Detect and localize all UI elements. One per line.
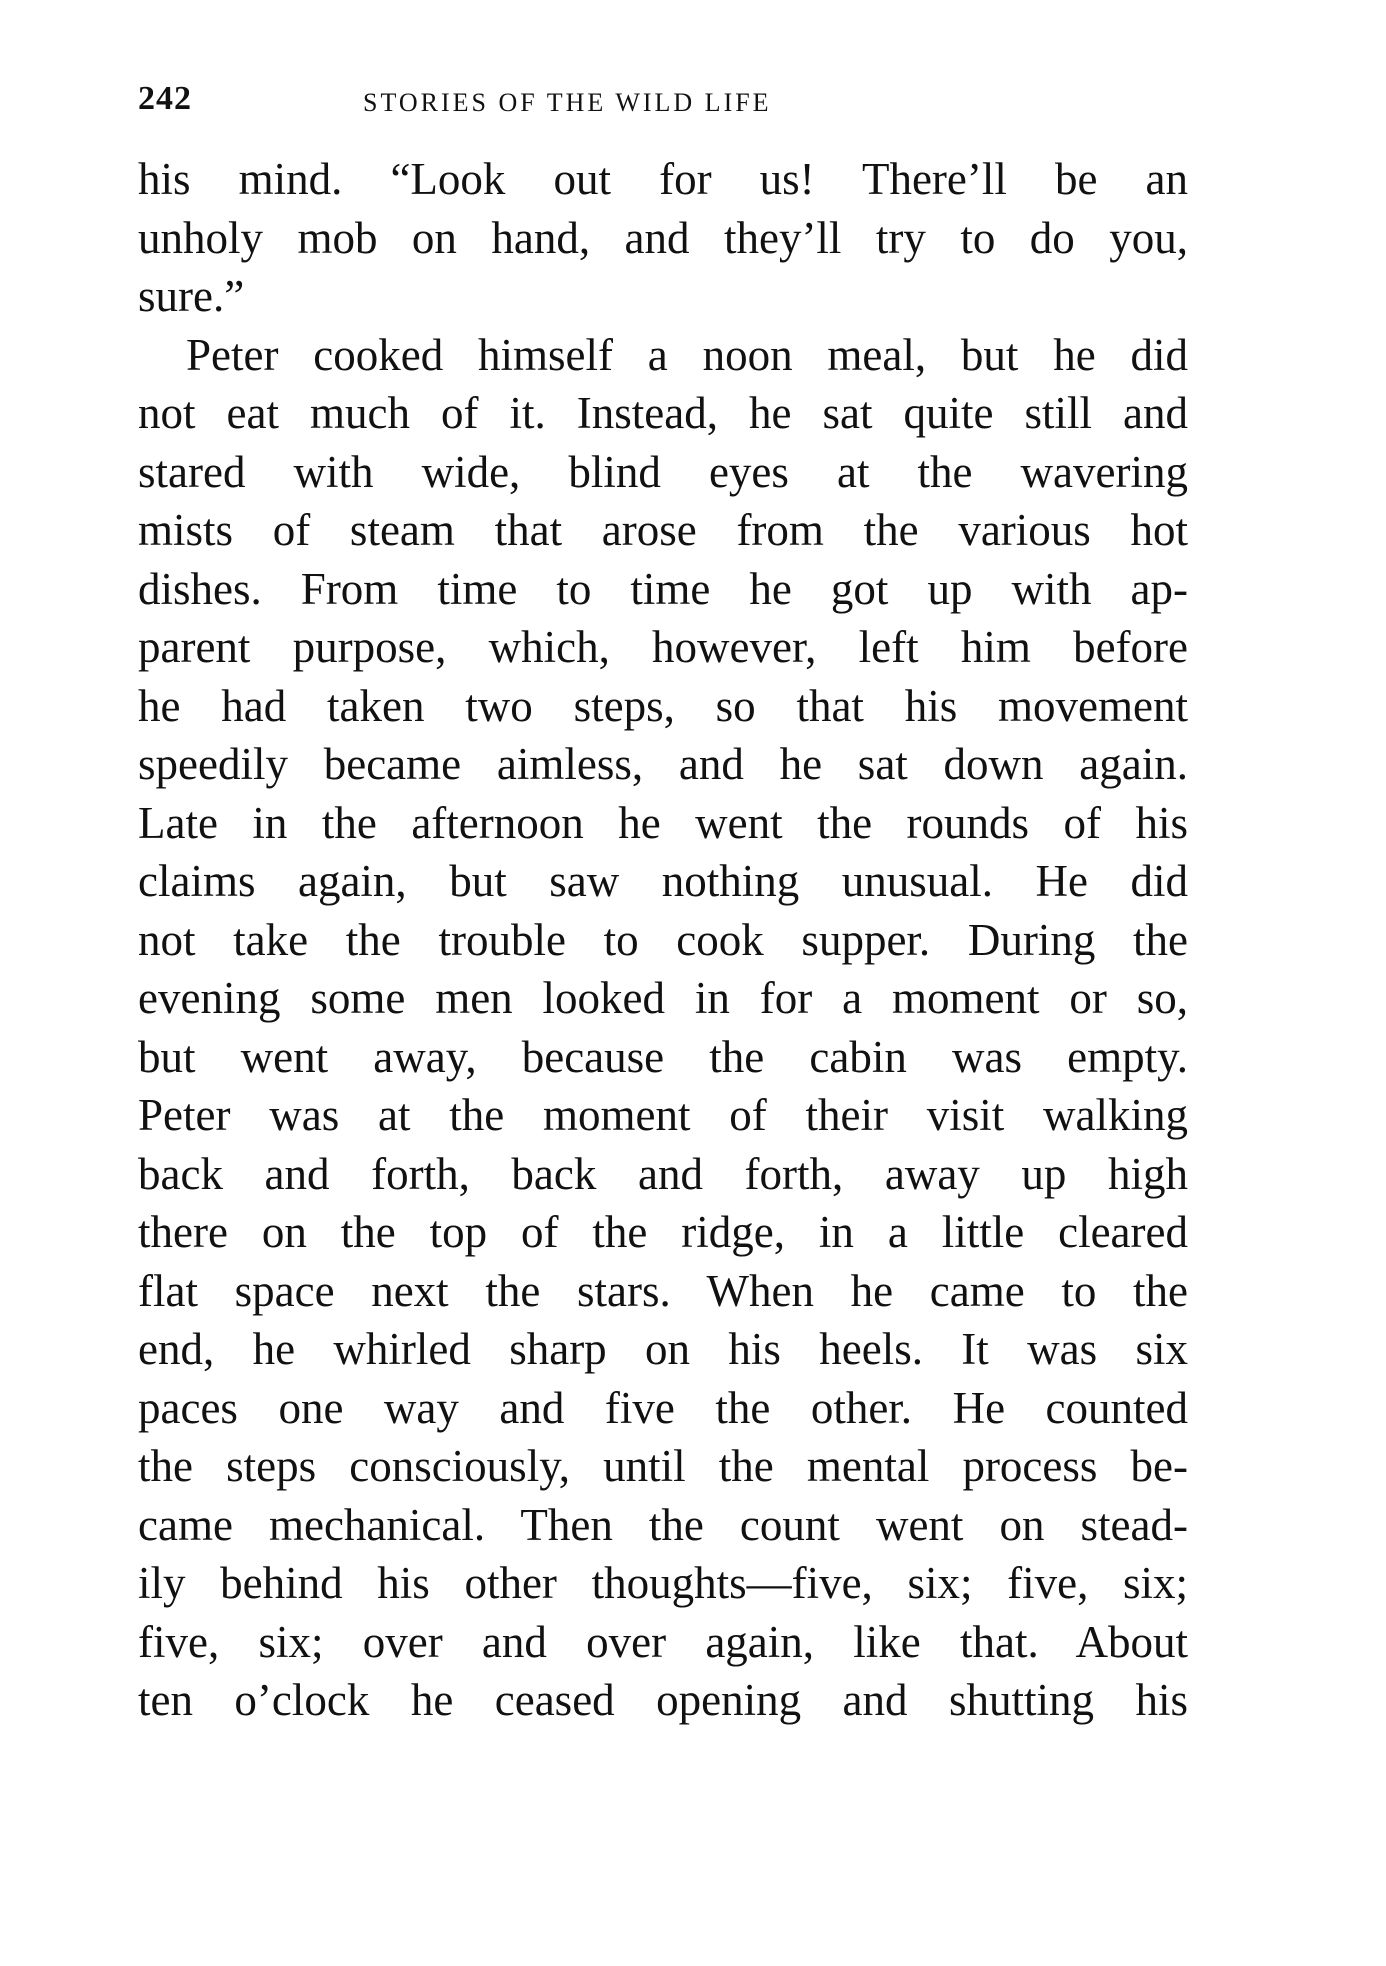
- text-line: unholy mob on hand, and they’ll try to do you,: [138, 212, 1188, 263]
- text-line: claims again, but saw nothing unusual. He did: [138, 856, 1188, 906]
- running-title: STORIES OF THE WILD LIFE: [363, 88, 772, 117]
- running-head: [138, 80, 1188, 130]
- paragraph-2: [138, 326, 1188, 1730]
- text-line: flat space next the stars. When he came to the: [138, 1265, 1188, 1316]
- text-line: stared with wide, blind eyes at the wavering: [138, 446, 1188, 497]
- text-line: evening some men looked in for a moment or so,: [138, 973, 1188, 1023]
- body-text: [138, 150, 1188, 1730]
- text-line: Peter cooked himself a noon meal, but he did: [186, 329, 1188, 380]
- text-line: the steps consciously, until the mental process be-: [138, 1441, 1188, 1491]
- text-line: there on the top of the ridge, in a little cleared: [138, 1207, 1188, 1257]
- paragraph-1: [138, 150, 1188, 326]
- text-line: mists of steam that arose from the various hot: [138, 505, 1188, 555]
- text-line: back and forth, back and forth, away up high: [138, 1148, 1188, 1199]
- page-number: 242: [138, 80, 192, 117]
- text-line: Late in the afternoon he went the rounds of his: [138, 797, 1188, 848]
- text-line: dishes. From time to time he got up with ap-: [138, 563, 1188, 614]
- text-line: five, six; over and over again, like that. About: [138, 1616, 1188, 1667]
- text-line: his mind. “Look out for us! There’ll be an: [138, 154, 1188, 204]
- text-line: sure.”: [138, 271, 245, 321]
- text-line: Peter was at the moment of their visit walking: [138, 1090, 1188, 1140]
- text-line: not eat much of it. Instead, he sat quite still and: [138, 388, 1188, 438]
- text-line: not take the trouble to cook supper. During the: [138, 914, 1188, 965]
- text-line: he had taken two steps, so that his movement: [138, 680, 1188, 731]
- text-line: ily behind his other thoughts—five, six; five, six;: [138, 1558, 1188, 1608]
- text-line: ten o’clock he ceased opening and shutting his: [138, 1675, 1188, 1725]
- text-line: parent purpose, which, however, left him before: [138, 622, 1188, 672]
- text-line: end, he whirled sharp on his heels. It was six: [138, 1324, 1188, 1374]
- text-line: speedily became aimless, and he sat down again.: [138, 739, 1188, 789]
- text-line: came mechanical. Then the count went on stead-: [138, 1499, 1188, 1550]
- text-line: paces one way and five the other. He counted: [138, 1382, 1188, 1433]
- text-line: but went away, because the cabin was empty.: [138, 1031, 1188, 1082]
